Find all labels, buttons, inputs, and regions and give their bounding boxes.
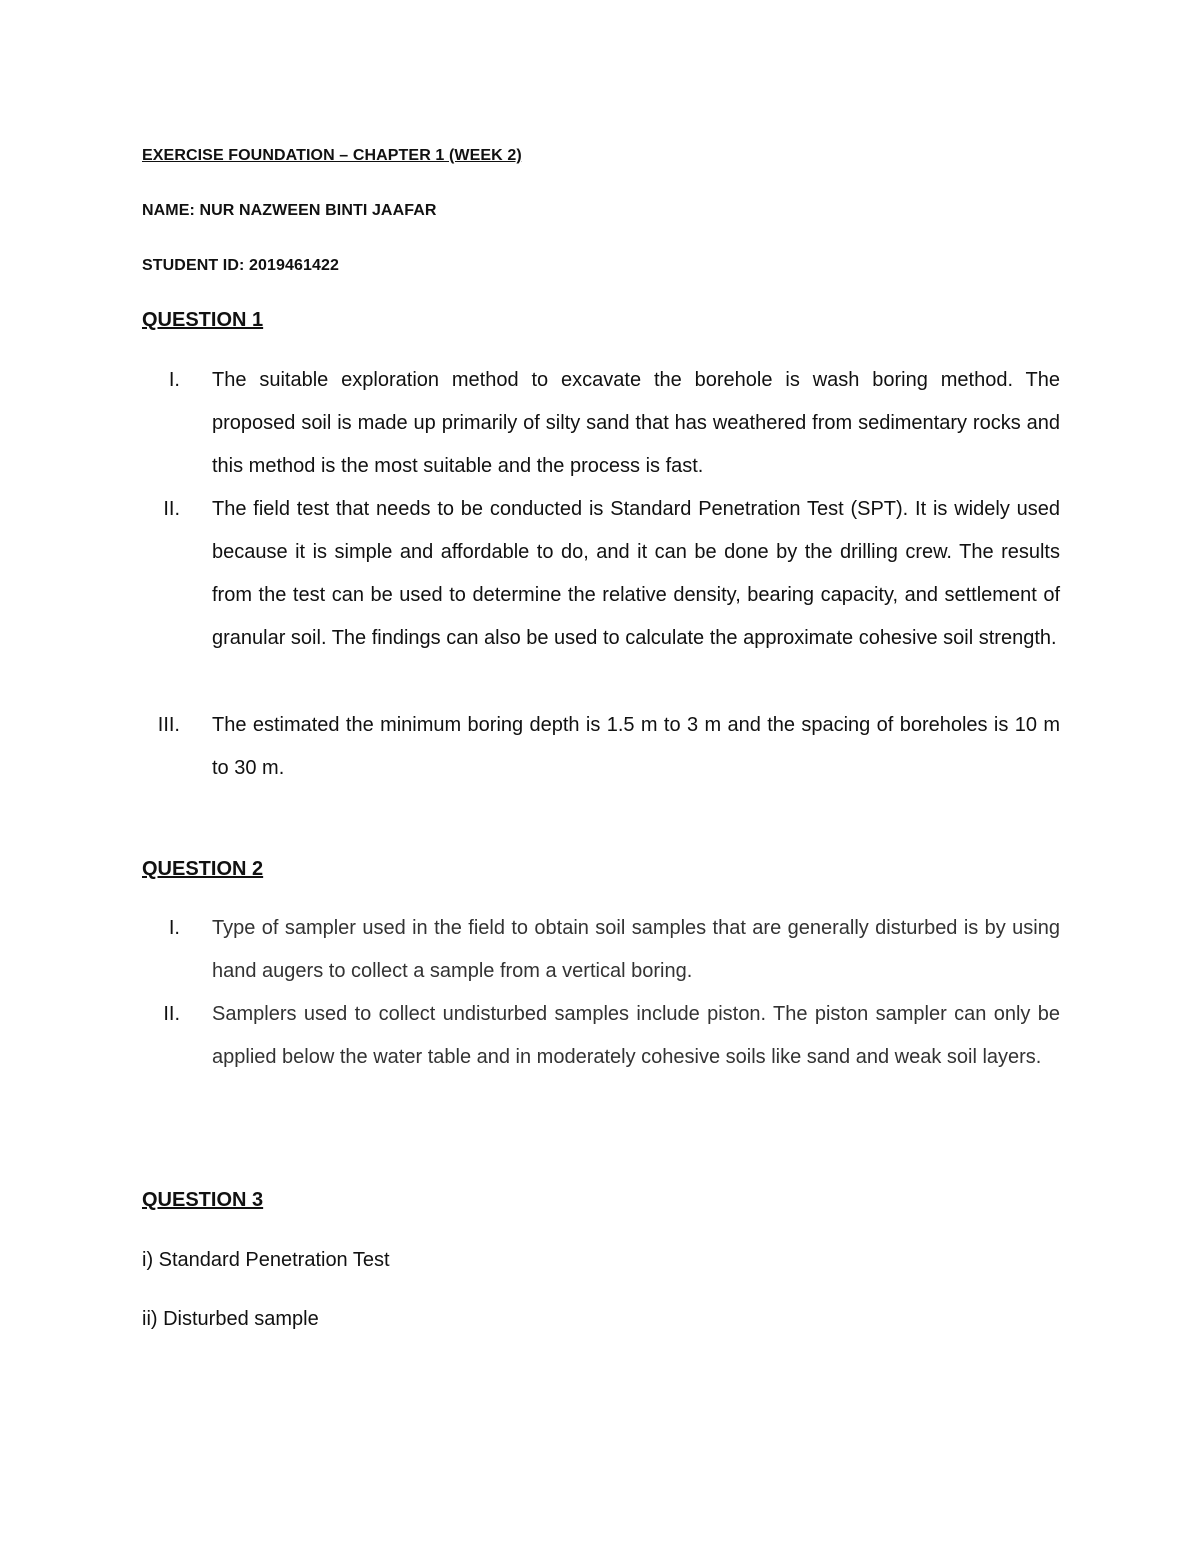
question-2-heading: QUESTION 2 (142, 858, 264, 880)
list-number: I. (168, 369, 180, 391)
list-number: II. (163, 498, 180, 520)
answer-text: The estimated the minimum boring depth is 1.5 m to 3 m and the spacing of boreholes is 10 m to 30 m. (212, 714, 1060, 779)
student-id: STUDENT ID: 2019461422 (142, 257, 339, 274)
answer-text: Samplers used to collect undisturbed samples include piston. The piston sampler can only be applied below the water table and in moderately cohesive soils like sand and weak soil layers. (212, 1003, 1060, 1068)
answer-text: The field test that needs to be conducted is Standard Penetration Test (SPT). It is widely used because it is simple and affordable to do, and it can be done by the drilling crew. The results from the test can be used to determine the relative density, bearing capacity, and settlement of granular soil. The findings can also be used to calculate the approximate cohesive soil strength. (212, 498, 1060, 649)
question-1-heading: QUESTION 1 (142, 309, 264, 331)
answer-text: The suitable exploration method to excavate the borehole is wash boring method. The proposed soil is made up primarily of silty sand that has weathered from sedimentary rocks and this method is the most suitable and the process is fast. (212, 369, 1060, 477)
question-3-heading: QUESTION 3 (142, 1189, 264, 1211)
list-number: III. (157, 714, 180, 736)
question-3-answer-2: ii) Disturbed sample (142, 1308, 319, 1330)
answer-text: Type of sampler used in the field to obtain soil samples that are generally disturbed is by using hand augers to collect a sample from a vertical boring. (212, 917, 1060, 982)
list-number: II. (163, 1003, 180, 1025)
question-3-answer-1: i) Standard Penetration Test (142, 1249, 390, 1271)
document-title: EXERCISE FOUNDATION – CHAPTER 1 (WEEK 2) (142, 147, 522, 164)
list-number: I. (168, 917, 180, 939)
student-name: NAME: NUR NAZWEEN BINTI JAAFAR (142, 202, 437, 219)
